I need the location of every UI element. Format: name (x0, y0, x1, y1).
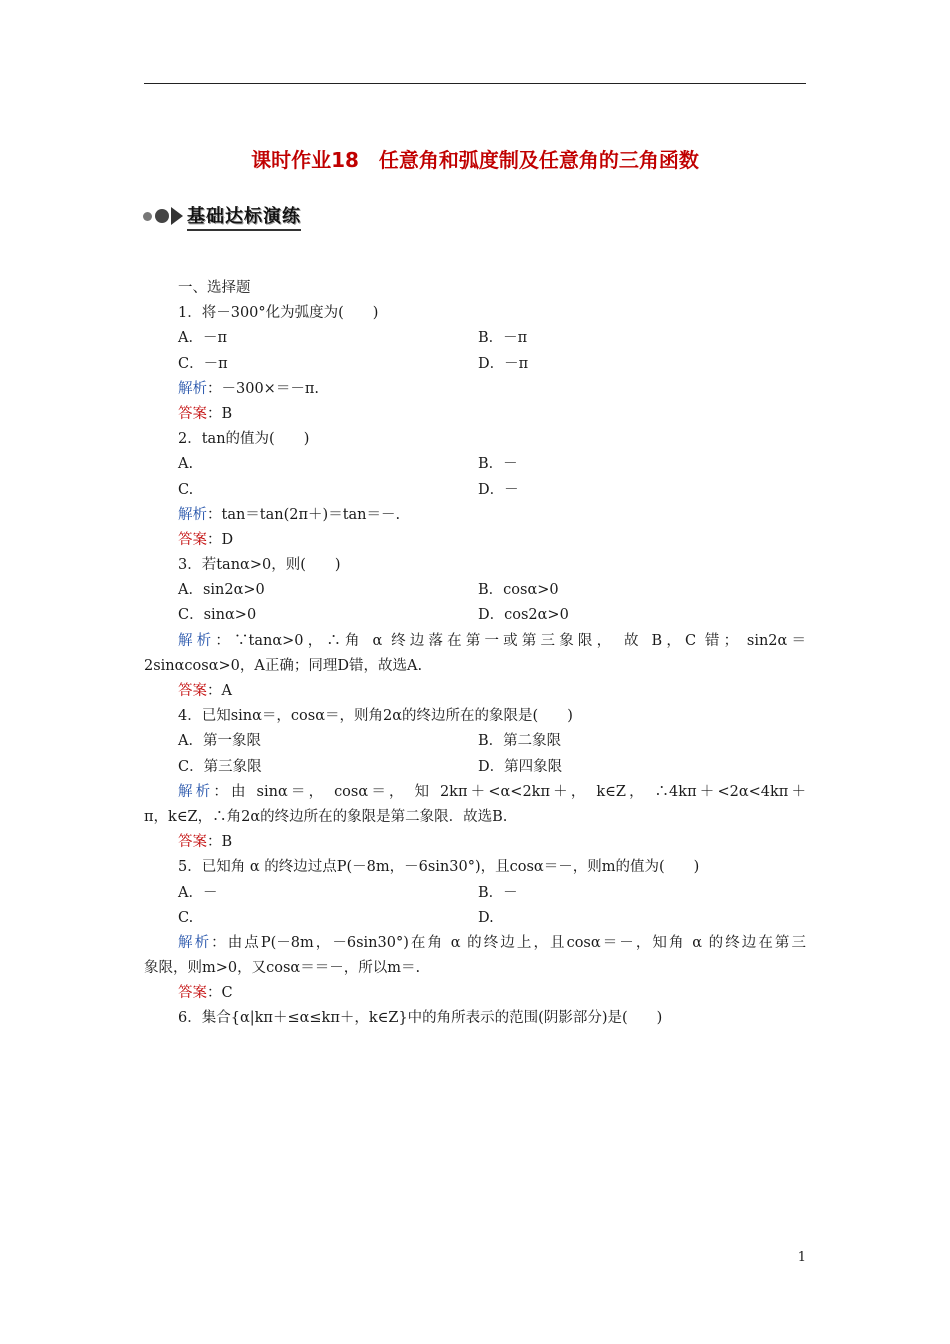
q4-options-ab (144, 729, 806, 754)
q3-options-cd (144, 603, 806, 628)
q3-option-b: B．cosα>0 (478, 582, 559, 599)
answer-label: 答案 (178, 531, 207, 548)
q2-option-d: D．－ (478, 481, 519, 498)
q3-option-d: D．cos2α>0 (478, 607, 569, 624)
q2-answer: 答案：D (178, 531, 234, 548)
q1-option-c: C．－π (178, 355, 228, 372)
q3-stem: 3．若tanα>0，则( ) (178, 557, 341, 574)
q2-options-ab (144, 452, 806, 477)
page-number: 1 (797, 1250, 806, 1265)
q4-stem: 4．已知sinα＝，cosα＝，则角2α的终边所在的象限是( ) (178, 708, 573, 725)
section-heading: 一、选择题 (178, 280, 251, 296)
q1-option-b: B．－π (478, 330, 528, 347)
q3-option-c: C．sinα>0 (178, 607, 257, 624)
q2-option-b: B．－ (478, 456, 518, 473)
analysis-label: 解析 (178, 783, 214, 800)
q2-stem: 2．tan的值为( ) (178, 431, 310, 448)
q4-option-c: C．第三象限 (178, 758, 262, 775)
q5-option-c: C. (178, 909, 194, 926)
q2-analysis: 解析：tan＝tan(2π＋)＝tan＝－. (178, 506, 401, 523)
q2-option-c: C. (178, 481, 194, 498)
q2-options-cd (144, 478, 806, 503)
section-banner (143, 203, 301, 229)
q5-option-b: B．－ (478, 884, 518, 901)
q3-answer: 答案：A (178, 683, 232, 699)
answer-label: 答案 (178, 985, 207, 1002)
q1-answer: 答案：B (178, 405, 233, 422)
q4-option-a: A．第一象限 (178, 733, 261, 750)
q4-option-d: D．第四象限 (478, 758, 563, 775)
header-rule (144, 83, 806, 84)
q3-option-a: A．sin2α>0 (178, 582, 265, 599)
q5-stem: 5．已知角 α 的终边过点P(－8m，－6sin30°)，且cosα＝－，则m的值为( ) (178, 859, 700, 876)
q2-option-a: A. (178, 456, 194, 473)
q4-analysis-cont: π，k∈Z，∴角2α的终边所在的象限是第二象限．故选B. (144, 808, 508, 825)
q1-options-cd (144, 352, 806, 377)
analysis-label: 解析 (178, 506, 207, 523)
q4-options-cd (144, 755, 806, 780)
q5-option-d: D. (478, 909, 494, 926)
q5-options-cd (144, 906, 806, 931)
analysis-label: 解析 (178, 632, 216, 649)
document-body (144, 276, 806, 1032)
q5-option-a: A．－ (178, 884, 218, 901)
analysis-label: 解析 (178, 380, 207, 397)
q5-answer: 答案：C (178, 985, 233, 1002)
q5-analysis-cont: 象限，则m>0，又cosα＝＝－，所以m＝. (144, 960, 421, 977)
analysis-label: 解析 (178, 934, 212, 951)
q4-answer: 答案：B (178, 834, 233, 851)
q4-analysis: 解析：由 sinα＝， cosα＝， 知 2kπ＋<α<2kπ＋， k∈Z， ∴4kπ＋<2α<4kπ＋ (178, 783, 807, 800)
q5-options-ab (144, 881, 806, 906)
small-dot-icon (143, 212, 152, 221)
q1-option-d: D．－π (478, 355, 529, 372)
answer-label: 答案 (178, 834, 207, 851)
q1-options-ab (144, 326, 806, 351)
q1-stem: 1．将－300°化为弧度为( ) (178, 305, 379, 322)
q4-option-b: B．第二象限 (478, 733, 562, 750)
answer-label: 答案 (178, 405, 207, 422)
page-title: 课时作业18 任意角和弧度制及任意角的三角函数 (251, 148, 699, 172)
q5-analysis: 解析：由点P(－8m，－6sin30°)在角 α 的终边上，且cosα＝－，知角 α 的终边在第三 (178, 934, 807, 951)
q1-analysis: 解析：－300×＝－π. (178, 380, 319, 397)
arrow-right-icon (171, 207, 183, 225)
q3-analysis-cont: 2sinαcosα>0，A正确；同理D错，故选A. (144, 657, 423, 674)
large-dot-icon (155, 209, 169, 223)
banner-text: 基础达标演练 (187, 202, 301, 231)
q1-option-a: A．－π (178, 330, 228, 347)
answer-label: 答案 (178, 683, 207, 699)
q6-stem: 6．集合{α|kπ＋≤α≤kπ＋，k∈Z}中的角所表示的范围(阴影部分)是( ) (178, 1010, 663, 1027)
q3-options-ab (144, 578, 806, 603)
q3-analysis: 解析：∵tanα>0，∴角 α 终边落在第一或第三象限， 故 B，C 错； sin2α＝ (178, 632, 806, 649)
